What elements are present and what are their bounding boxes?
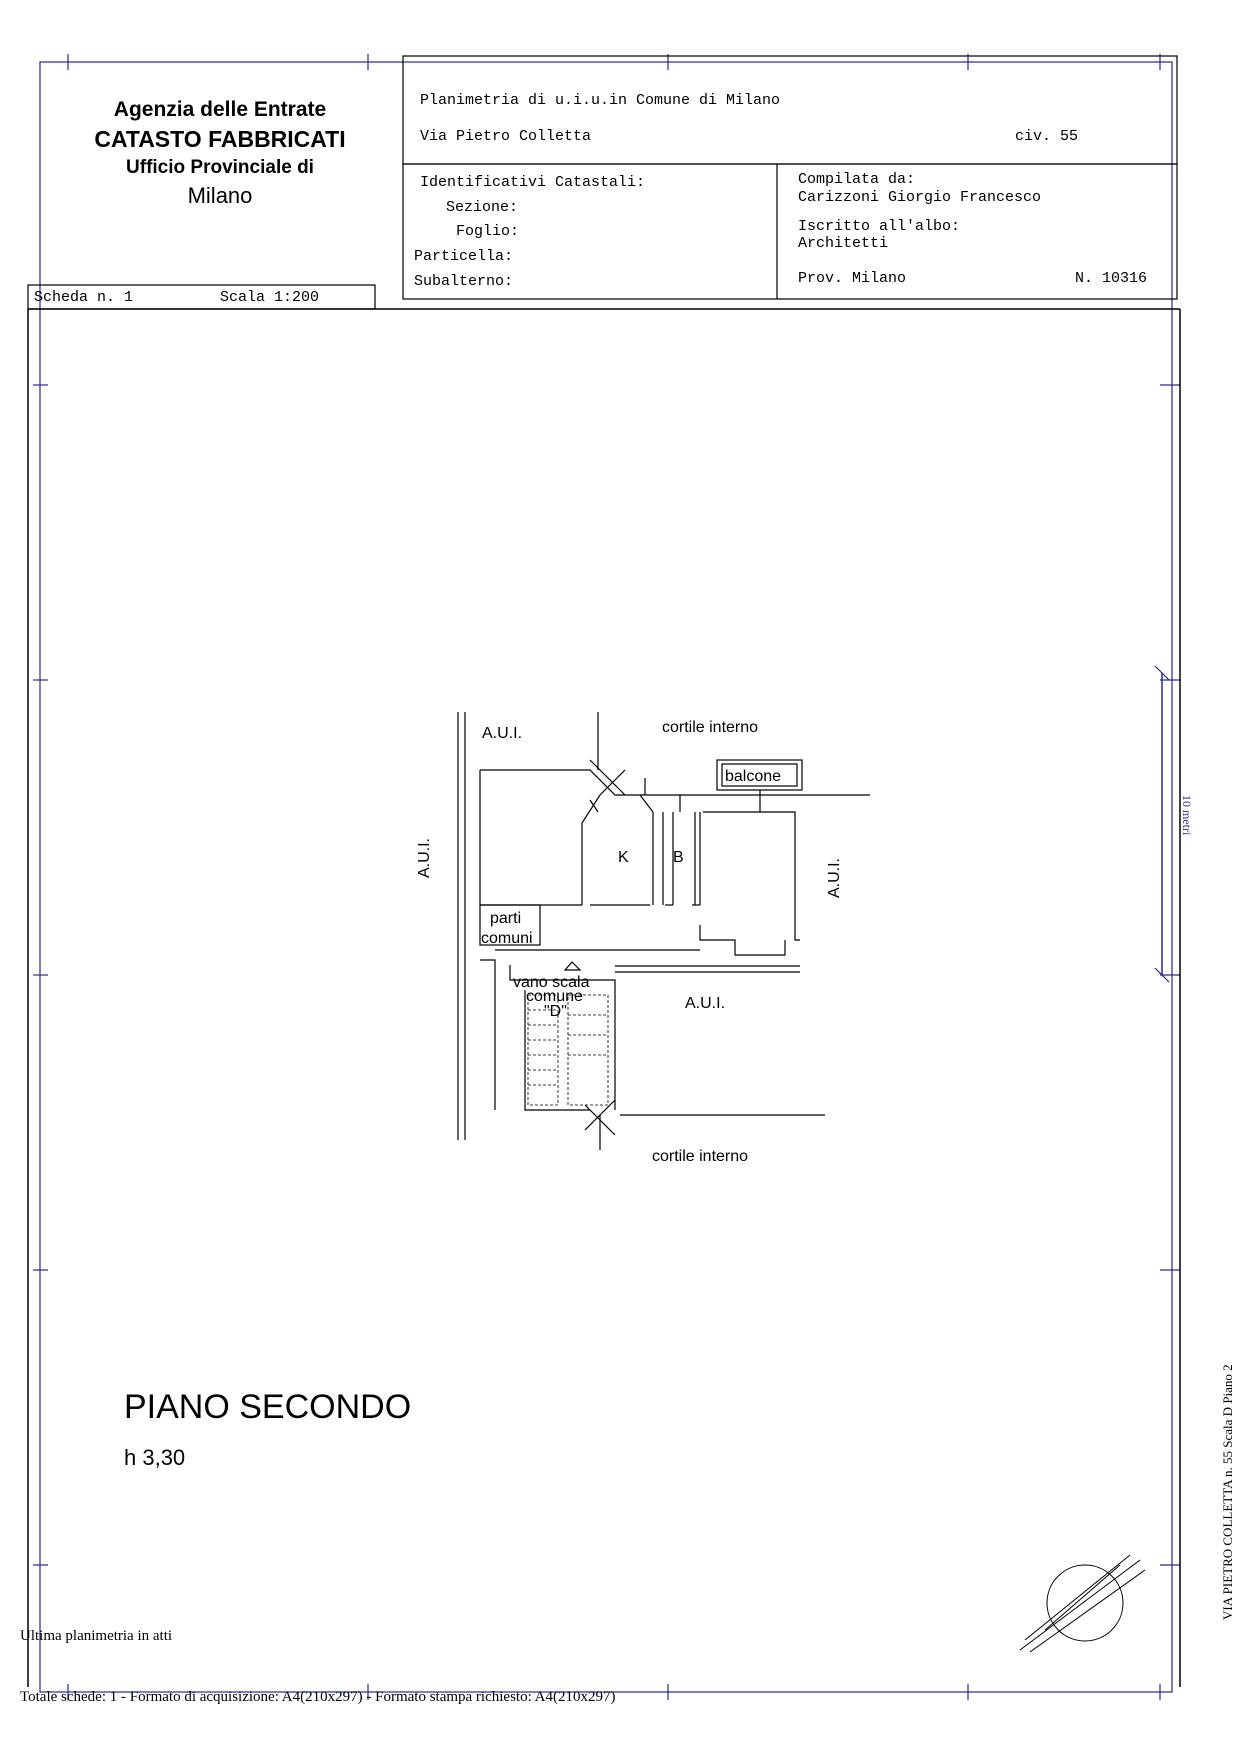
provincia-value: Prov. Milano	[798, 270, 907, 287]
albo-value: Architetti	[798, 235, 889, 252]
label-parti: parti	[490, 910, 522, 927]
label-cortile-top: cortile interno	[662, 719, 759, 736]
header-agency-block	[40, 62, 400, 211]
ultima-planimetria: Ultima planimetria in atti	[20, 1628, 173, 1644]
label-aui-middle: A.U.I.	[685, 995, 726, 1012]
iscritto-label: Iscritto all'albo:	[798, 218, 961, 235]
scale-label: Scala 1:200	[220, 289, 320, 306]
vertical-caption: VIA PIETRO COLLETTA n. 55 Scala D Piano 2	[1220, 1364, 1235, 1620]
agency-name: Agenzia delle Entrate	[113, 98, 327, 121]
office-city: Milano	[187, 183, 253, 209]
compilata-label: Compilata da:	[798, 171, 916, 188]
label-balcone: balcone	[725, 768, 782, 785]
catasto-title: CATASTO FABBRICATI	[94, 126, 346, 153]
label-vano-comune: comune	[526, 988, 583, 1005]
sezione-label: Sezione:	[446, 199, 519, 216]
floor-height: h 3,30	[124, 1445, 186, 1470]
subalterno-label: Subalterno:	[414, 273, 514, 290]
street-text: Via Pietro Colletta	[420, 128, 592, 145]
label-kitchen: K	[618, 849, 629, 866]
label-vano-d: "D"	[544, 1003, 567, 1020]
label-aui-right: A.U.I.	[826, 857, 843, 898]
civic-number: civ. 55	[1015, 128, 1079, 145]
foglio-label: Foglio:	[456, 223, 520, 240]
label-cortile-bottom: cortile interno	[652, 1148, 749, 1165]
provincial-office: Ufficio Provinciale di	[126, 157, 314, 179]
particella-label: Particella:	[414, 248, 514, 265]
label-vano-scala: vano scala	[513, 974, 590, 991]
scale-bar-label: 10 metri	[1180, 795, 1194, 836]
scheda-label: Scheda n. 1	[34, 289, 134, 306]
label-comuni: comuni	[481, 930, 533, 947]
identificativi-title: Identificativi Catastali:	[420, 174, 646, 191]
compiler-name: Carizzoni Giorgio Francesco	[798, 189, 1042, 206]
registration-number: N. 10316	[1075, 270, 1148, 287]
label-aui-left: A.U.I.	[416, 837, 433, 878]
floor-title: PIANO SECONDO	[124, 1388, 412, 1426]
label-aui-top: A.U.I.	[482, 725, 523, 742]
totale-schede: Totale schede: 1 - Formato di acquisizione: A4(210x297) - Formato stampa richiesto: A4(210x297)	[20, 1689, 616, 1705]
planimetria-text: Planimetria di u.i.u.in Comune di Milano	[420, 92, 781, 109]
north-arrow	[1020, 1555, 1145, 1652]
label-bath: B	[673, 849, 684, 866]
